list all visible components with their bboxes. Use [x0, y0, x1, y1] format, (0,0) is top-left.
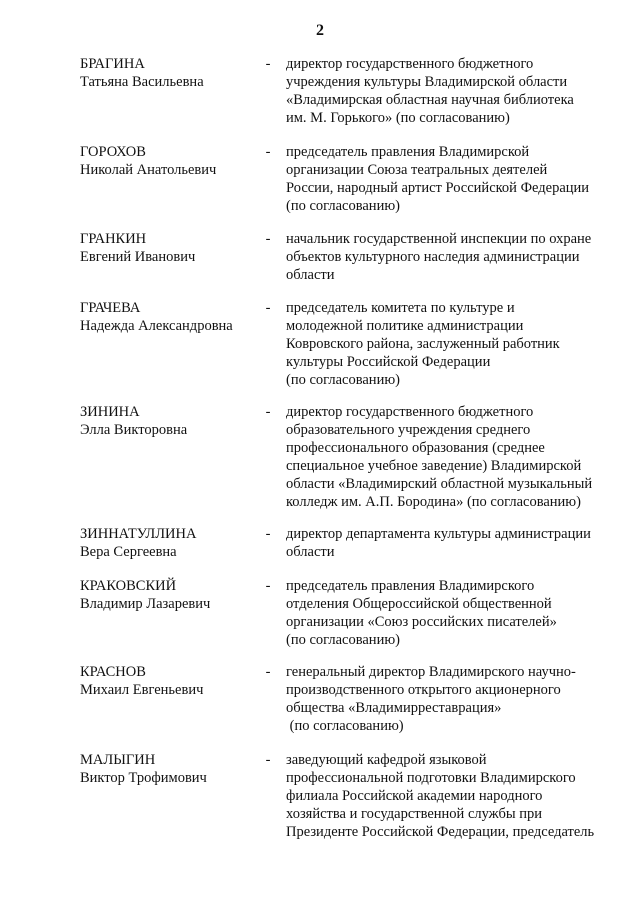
role-line: филиала Российской академии народного	[286, 788, 543, 804]
role-line: культуры Российской Федерации	[286, 354, 491, 370]
member-surname: ЗИНИНА	[80, 404, 140, 420]
member-given-names: Виктор Трофимович	[80, 770, 207, 786]
role-line: учреждения культуры Владимирской области	[286, 74, 568, 90]
role-line: образовательного учреждения среднего	[286, 422, 531, 438]
role-line: директор департамента культуры администрации	[286, 526, 591, 542]
role-line: председатель комитета по культуре и	[286, 300, 515, 316]
member-name	[80, 525, 260, 561]
member-surname: КРАСНОВ	[80, 664, 146, 680]
member-name	[80, 299, 260, 335]
role-line: области «Владимирский областной музыкальный	[286, 476, 593, 492]
member-name	[80, 751, 260, 787]
entry-dash: -	[265, 56, 271, 72]
role-line: общества «Владимирреставрация»	[286, 700, 502, 716]
member-name	[80, 577, 260, 613]
member-given-names: Вера Сергеевна	[80, 544, 177, 560]
role-line: России, народный артист Российской Федерации	[286, 180, 590, 196]
member-name	[80, 230, 260, 266]
role-line: Ковровского района, заслуженный работник	[286, 336, 560, 352]
member-name	[80, 55, 260, 91]
member-surname: БРАГИНА	[80, 56, 145, 72]
entry-dash: -	[265, 300, 271, 316]
role-line: им. М. Горького» (по согласованию)	[286, 110, 510, 126]
entry-dash: -	[265, 404, 271, 420]
member-role	[286, 751, 608, 841]
role-line: «Владимирская областная научная библиотека	[286, 92, 574, 108]
entry-dash: -	[265, 231, 271, 247]
role-line: отделения Общероссийской общественной	[286, 596, 552, 612]
member-given-names: Евгений Иванович	[80, 249, 196, 265]
member-role	[286, 525, 608, 561]
role-line: директор государственного бюджетного	[286, 404, 534, 420]
role-line: (по согласованию)	[286, 632, 400, 648]
member-surname: КРАКОВСКИЙ	[80, 578, 177, 594]
member-surname: ГОРОХОВ	[80, 144, 146, 160]
role-line: организации «Союз российских писателей»	[286, 614, 557, 630]
role-line: директор государственного бюджетного	[286, 56, 534, 72]
member-name	[80, 663, 260, 699]
entry-dash: -	[265, 664, 271, 680]
role-line: производственного открытого акционерного	[286, 682, 561, 698]
role-line: организации Союза театральных деятелей	[286, 162, 548, 178]
member-role	[286, 577, 608, 649]
member-role	[286, 55, 608, 127]
member-name	[80, 143, 260, 179]
role-line: профессиональной подготовки Владимирского	[286, 770, 576, 786]
role-line: области	[286, 267, 335, 283]
member-role	[286, 663, 608, 735]
role-line: генеральный директор Владимирского научно-	[286, 664, 576, 680]
role-line: (по согласованию)	[286, 718, 404, 734]
entry-dash: -	[265, 526, 271, 542]
role-line: (по согласованию)	[286, 372, 400, 388]
role-line: начальник государственной инспекции по охране	[286, 231, 592, 247]
member-given-names: Владимир Лазаревич	[80, 596, 211, 612]
entry-dash: -	[265, 144, 271, 160]
entry-dash: -	[265, 752, 271, 768]
member-given-names: Николай Анатольевич	[80, 162, 217, 178]
role-line: профессионального образования (среднее	[286, 440, 545, 456]
member-role	[286, 403, 608, 511]
member-given-names: Татьяна Васильевна	[80, 74, 204, 90]
role-line: председатель правления Владимирского	[286, 578, 535, 594]
role-line: молодежной политике администрации	[286, 318, 524, 334]
role-line: (по согласованию)	[286, 198, 400, 214]
member-surname: ЗИННАТУЛЛИНА	[80, 526, 197, 542]
role-line: председатель правления Владимирской	[286, 144, 530, 160]
member-surname: ГРАЧЕВА	[80, 300, 141, 316]
member-surname: МАЛЫГИН	[80, 752, 156, 768]
entry-dash: -	[265, 578, 271, 594]
member-given-names: Михаил Евгеньевич	[80, 682, 204, 698]
role-line: хозяйства и государственной службы при	[286, 806, 543, 822]
member-given-names: Элла Викторовна	[80, 422, 188, 438]
member-given-names: Надежда Александровна	[80, 318, 233, 334]
role-line: Президенте Российской Федерации, председатель	[286, 824, 595, 840]
member-surname: ГРАНКИН	[80, 231, 147, 247]
role-line: специальное учебное заведение) Владимирской	[286, 458, 582, 474]
member-name	[80, 403, 260, 439]
member-role	[286, 143, 608, 215]
role-line: объектов культурного наследия администрации	[286, 249, 580, 265]
role-line: заведующий кафедрой языковой	[286, 752, 487, 768]
page-number: 2	[316, 22, 324, 39]
member-role	[286, 299, 608, 389]
member-role	[286, 230, 608, 284]
role-line: области	[286, 544, 335, 560]
role-line: колледж им. А.П. Бородина» (по согласованию)	[286, 494, 581, 510]
